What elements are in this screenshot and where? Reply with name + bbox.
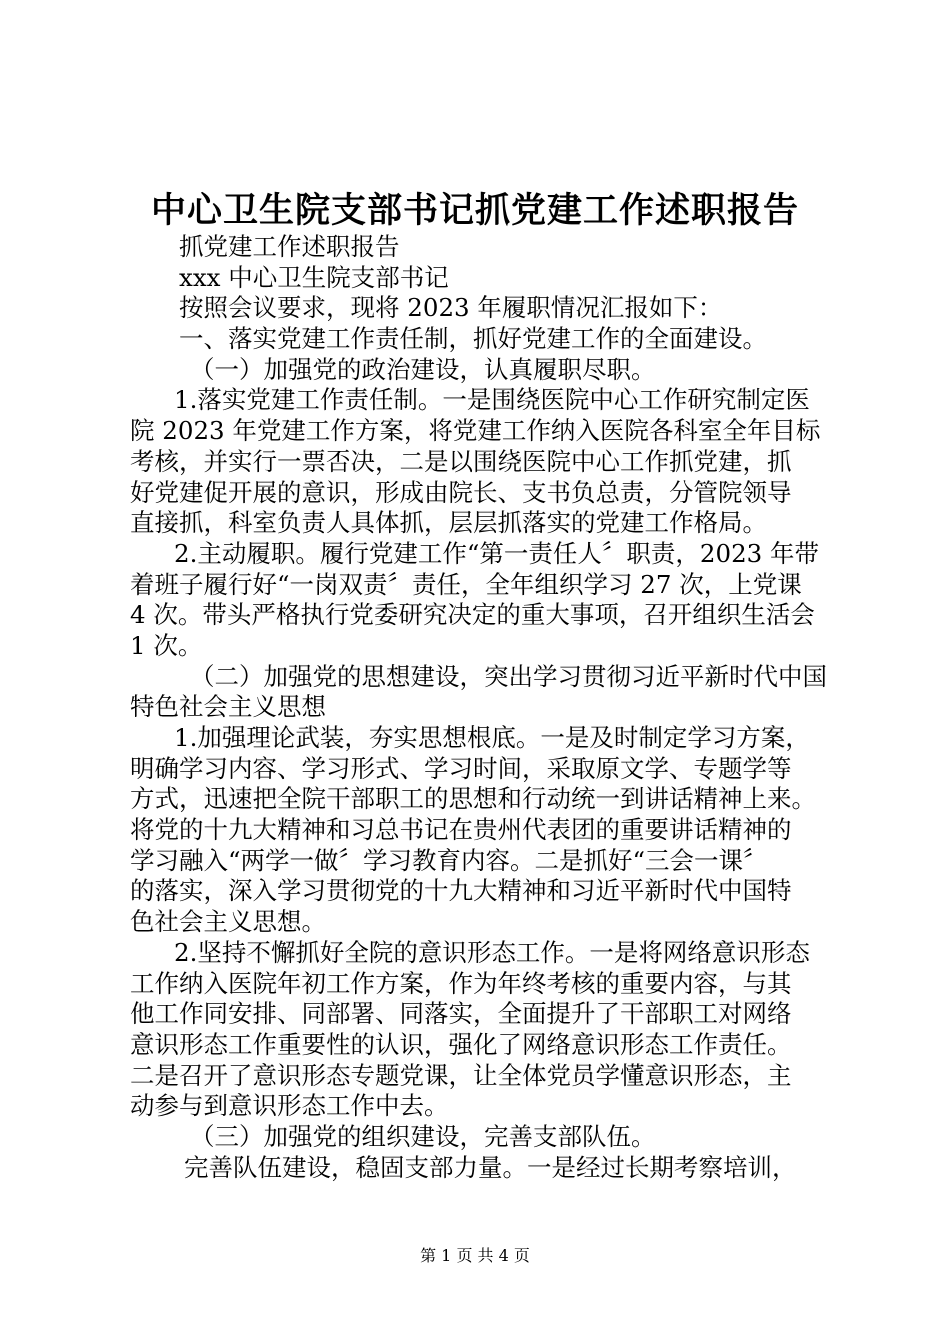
document-body: [130, 232, 832, 1183]
paragraph-line: 考核，并实行一票否决，二是以围绕医院中心工作抓党建，抓: [130, 446, 792, 476]
paragraph-line: 4 次。带头严格执行党委研究决定的重大事项，召开组织生活会: [130, 600, 815, 630]
paragraph-line: 他工作同安排、同部署、同落实，全面提升了干部职工对网络: [130, 999, 792, 1029]
paragraph-line: 1.加强理论武装，夯实思想根底。一是及时制定学习方案，: [174, 723, 810, 752]
paragraph-line: 1 次。: [130, 630, 203, 660]
paragraph-line: 一、落实党建工作责任制，抓好党建工作的全面建设。: [179, 324, 767, 354]
paragraph-line: 着班子履行好“一岗双责〞责任，全年组织学习 27 次，上党课: [130, 569, 802, 599]
paragraph-line: 院 2023 年党建工作方案，将党建工作纳入医院各科室全年目标: [130, 416, 821, 446]
paragraph-line: （一）加强党的政治建设，认真履职尽职。: [190, 354, 656, 384]
paragraph-line: （三）加强党的组织建设，完善支部队伍。: [190, 1121, 656, 1151]
paragraph-line: 抓党建工作述职报告: [179, 232, 400, 261]
paragraph-line: 完善队伍建设，稳固支部力量。一是经过长期考察培训，: [184, 1152, 797, 1182]
paragraph-line: 按照会议要求，现将 2023 年履职情况汇报如下：: [179, 293, 723, 323]
paragraph-line: 明确学习内容、学习形式、学习时间，采取原文学、专题学等: [130, 753, 792, 783]
paragraph-line: 色社会主义思想。: [130, 907, 326, 937]
paragraph-line: 直接抓，科室负责人具体抓，层层抓落实的党建工作格局。: [130, 508, 767, 538]
paragraph-line: 特色社会主义思想: [130, 692, 326, 722]
paragraph-line: xxx 中心卫生院支部书记: [179, 262, 449, 292]
paragraph-line: 二是召开了意识形态专题党课，让全体党员学懂意识形态，主: [130, 1060, 792, 1090]
paragraph-line: 意识形态工作重要性的认识，强化了网络意识形态工作责任。: [130, 1029, 792, 1059]
paragraph-line: 动参与到意识形态工作中去。: [130, 1091, 449, 1121]
page-footer: 第 1 页 共 4 页: [420, 1246, 530, 1265]
paragraph-line: 好党建促开展的意识，形成由院长、支书负总责，分管院领导: [130, 477, 792, 507]
paragraph-line: 工作纳入医院年初工作方案，作为年终考核的重要内容，与其: [130, 968, 792, 998]
paragraph-line: （二）加强党的思想建设，突出学习贯彻习近平新时代中国: [190, 661, 827, 691]
document-title: 中心卫生院支部书记抓党建工作述职报告: [150, 190, 799, 231]
paragraph-line: 将党的十九大精神和习总书记在贵州代表团的重要讲话精神的: [130, 815, 792, 845]
paragraph-line: 学习融入“两学一做〞学习教育内容。二是抓好“三会一课〞: [130, 845, 768, 875]
paragraph-line: 1.落实党建工作责任制。一是围绕医院中心工作研究制定医: [174, 385, 810, 415]
paragraph-line: 2.坚持不懈抓好全院的意识形态工作。一是将网络意识形态: [174, 937, 810, 967]
paragraph-line: 的落实，深入学习贯彻党的十九大精神和习近平新时代中国特: [130, 876, 792, 906]
paragraph-line: 2.主动履职。履行党建工作“第一责任人〞职责，2023 年带: [174, 538, 820, 568]
paragraph-line: 方式，迅速把全院干部职工的思想和行动统一到讲话精神上来。: [130, 784, 816, 814]
